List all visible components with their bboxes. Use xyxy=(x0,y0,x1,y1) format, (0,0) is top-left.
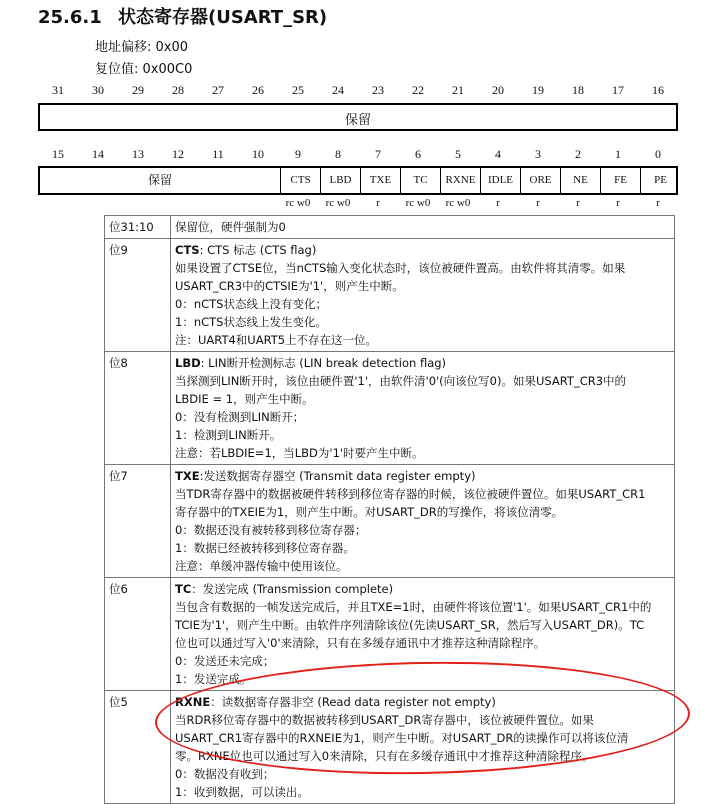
low-bit-2: 2 xyxy=(575,147,581,161)
high-bit-26: 26 xyxy=(252,83,264,97)
bit-heading xyxy=(175,354,670,372)
field-summary: :发送数据寄存器空 (Transmit data register empty) xyxy=(199,469,476,483)
field-summary: ：读数据寄存器非空 (Read data register not empty) xyxy=(210,695,496,709)
section-title xyxy=(38,3,327,29)
description-line: 当探测到LIN断开时，该位由硬件置'1'，由软件清'0'(向该位写0)。如果USART_CR3中的 xyxy=(175,374,627,388)
field-ore: ORE xyxy=(520,168,560,193)
access-pe: r xyxy=(656,197,660,209)
description-line: 0：发送还未完成； xyxy=(175,654,275,668)
bit-position: 位7 xyxy=(105,465,171,578)
low-bit-9: 9 xyxy=(295,147,301,161)
bit-heading xyxy=(175,580,670,598)
description-line: 如果设置了CTSE位，当nCTS输入变化状态时，该位被硬件置高。由软件将其清零。如果 xyxy=(175,261,626,275)
access-idle: r xyxy=(496,197,500,209)
low-bit-11: 11 xyxy=(212,147,224,161)
low-bit-13: 13 xyxy=(132,147,144,161)
low-bit-6: 6 xyxy=(415,147,421,161)
description-line: 当RDR移位寄存器中的数据被转移到USART_DR寄存器中，该位被硬件置位。如果 xyxy=(175,713,594,727)
low-reserved-label: 保留 xyxy=(147,173,172,187)
high-bit-22: 22 xyxy=(412,83,424,97)
field-ne: NE xyxy=(560,168,600,193)
low-bit-12: 12 xyxy=(172,147,184,161)
field-lbd: LBD xyxy=(320,168,360,193)
description-line: 1：数据已经被转移到移位寄存器。 xyxy=(175,541,355,555)
bit-position: 位9 xyxy=(105,239,171,352)
field-summary: 保留位，硬件强制为0 xyxy=(175,220,286,234)
high-bit-21: 21 xyxy=(452,83,464,97)
section-number: 25.6.1 xyxy=(38,7,102,28)
high-bit-28: 28 xyxy=(172,83,184,97)
bit-heading xyxy=(175,467,670,485)
field-summary: : LIN断开检测标志 (LIN break detection flag) xyxy=(200,356,447,370)
reset-value: 复位值: 0x00C0 xyxy=(95,62,193,77)
field-summary: ：发送完成 (Transmission complete) xyxy=(191,582,394,596)
access-fe: r xyxy=(616,197,620,209)
high-reserved-label: 保留 xyxy=(344,113,371,128)
access-cts: rc w0 xyxy=(285,197,311,209)
bit-position: 位5 xyxy=(105,691,171,804)
low-bit-5: 5 xyxy=(455,147,461,161)
description-line: LBDIE = 1，则产生中断。 xyxy=(175,392,314,406)
bit-heading xyxy=(175,218,670,236)
bit-position: 位8 xyxy=(105,352,171,465)
description-line: 0：数据没有收到； xyxy=(175,767,275,781)
field-name: LBD xyxy=(175,356,201,370)
high-bit-16: 16 xyxy=(652,83,664,97)
description-line: 0：nCTS状态线上没有变化； xyxy=(175,297,327,311)
high-bit-25: 25 xyxy=(292,83,304,97)
description-line: 注意：若LBDIE=1，当LBD为'1'时要产生中断。 xyxy=(175,446,424,460)
high-bit-20: 20 xyxy=(492,83,504,97)
description-line: 1：检测到LIN断开。 xyxy=(175,428,282,442)
field-name: TC xyxy=(175,582,192,596)
access-lbd: rc w0 xyxy=(325,197,351,209)
field-tc: TC xyxy=(400,168,440,193)
low-bit-1: 1 xyxy=(615,147,621,161)
field-idle: IDLE xyxy=(480,168,520,193)
description-line: 当TDR寄存器中的数据被硬件转移到移位寄存器的时候，该位被硬件置位。如果USART_CR1 xyxy=(175,487,646,501)
bit-position: 位31:10 xyxy=(105,216,171,239)
high-bit-27: 27 xyxy=(212,83,224,97)
low-bit-8: 8 xyxy=(335,147,341,161)
description-line: 当包含有数据的一帧发送完成后，并且TXE=1时，由硬件将该位置'1'。如果USART_CR1中的 xyxy=(175,600,652,614)
high-bit-23: 23 xyxy=(372,83,384,97)
description-line: 1：收到数据，可以读出。 xyxy=(175,785,309,799)
description-row xyxy=(105,216,675,239)
description-line: 0：没有检测到LIN断开； xyxy=(175,410,305,424)
description-line: USART_CR1寄存器中的RXNEIE为1，则产生中断。对USART_DR的读操作可以将该位清 xyxy=(175,731,629,745)
description-line: 1：发送完成。 xyxy=(175,672,252,686)
description-line: 位也可以通过写入'0'来清除，只有在多缓存通讯中才推荐这种清除程序。 xyxy=(175,636,546,650)
field-pe: PE xyxy=(640,168,680,193)
bottom-bit-numbers xyxy=(38,147,678,161)
high-bit-17: 17 xyxy=(612,83,624,97)
bit-description xyxy=(171,239,675,352)
field-summary: : CTS 标志 (CTS flag) xyxy=(199,243,317,257)
description-line: 注：UART4和UART5上不存在这一位。 xyxy=(175,333,378,347)
description-line: 1：nCTS状态线上发生变化。 xyxy=(175,315,327,329)
bit-heading xyxy=(175,693,670,711)
low-bit-10: 10 xyxy=(252,147,264,161)
high-bit-30: 30 xyxy=(92,83,104,97)
access-ne: r xyxy=(576,197,580,209)
access-rxne: rc w0 xyxy=(445,197,471,209)
description-row xyxy=(105,691,675,804)
description-line: 注意：单缓冲器传输中使用该位。 xyxy=(175,559,348,573)
access-txe: r xyxy=(376,197,380,209)
low-bit-7: 7 xyxy=(375,147,381,161)
description-row xyxy=(105,578,675,691)
description-row xyxy=(105,465,675,578)
field-fe: FE xyxy=(600,168,640,193)
low-bit-15: 15 xyxy=(52,147,64,161)
high-bit-24: 24 xyxy=(332,83,344,97)
description-line: 0：数据还没有被转移到移位寄存器； xyxy=(175,523,367,537)
description-row xyxy=(105,352,675,465)
access-ore: r xyxy=(536,197,540,209)
top-bit-numbers xyxy=(38,83,678,97)
field-name: RXNE xyxy=(175,695,211,709)
bit-description-table xyxy=(104,215,675,804)
bit-description xyxy=(171,465,675,578)
high-bit-29: 29 xyxy=(132,83,144,97)
low-bit-3: 3 xyxy=(535,147,541,161)
register-low-half xyxy=(38,166,678,195)
bit-description xyxy=(171,216,675,239)
bit-heading xyxy=(175,241,670,259)
bit-description xyxy=(171,691,675,804)
field-rxne: RXNE xyxy=(440,168,480,193)
description-line: TCIE为'1'，则产生中断。由软件序列清除该位(先读USART_SR，然后写入USART_DR)。TC xyxy=(175,618,645,632)
field-name: TXE xyxy=(175,469,200,483)
high-bit-18: 18 xyxy=(572,83,584,97)
low-bit-14: 14 xyxy=(92,147,104,161)
low-bit-4: 4 xyxy=(495,147,501,161)
access-types xyxy=(38,197,678,211)
description-row xyxy=(105,239,675,352)
register-high-half xyxy=(38,103,678,131)
bit-position: 位6 xyxy=(105,578,171,691)
description-line: 零。RXNE位也可以通过写入0来清除，只有在多缓存通讯中才推荐这种清除程序。 xyxy=(175,749,594,763)
access-tc: rc w0 xyxy=(405,197,431,209)
high-bit-19: 19 xyxy=(532,83,544,97)
bit-description xyxy=(171,578,675,691)
field-txe: TXE xyxy=(360,168,400,193)
field-name: CTS xyxy=(175,243,200,257)
description-line: USART_CR3中的CTSIE为'1'，则产生中断。 xyxy=(175,279,404,293)
high-bit-31: 31 xyxy=(52,83,64,97)
address-offset: 地址偏移: 0x00 xyxy=(95,40,189,55)
low-bit-0: 0 xyxy=(655,147,661,161)
description-line: 寄存器中的TXEIE为1，则产生中断。对USART_DR的写操作，将该位清零。 xyxy=(175,505,564,519)
field-cts: CTS xyxy=(280,168,320,193)
bit-description xyxy=(171,352,675,465)
section-heading: 状态寄存器(USART_SR) xyxy=(118,7,328,28)
